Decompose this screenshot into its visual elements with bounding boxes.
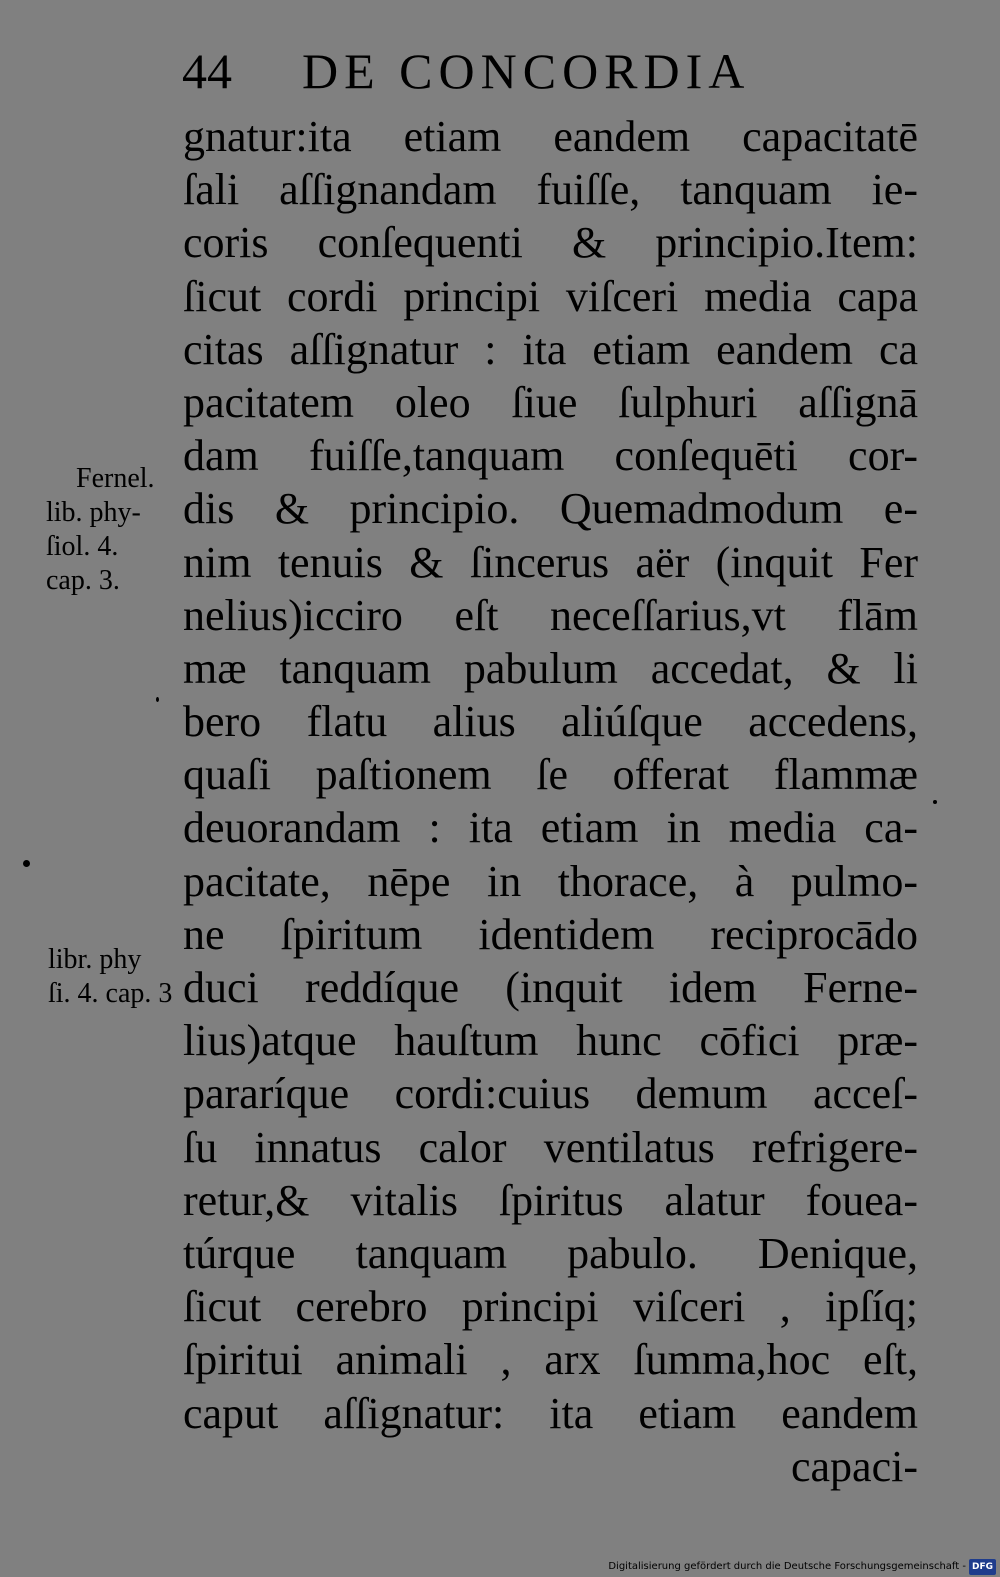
margin-note-line: ſiol. 4. bbox=[46, 531, 119, 562]
margin-note-line: cap. 3. bbox=[46, 565, 120, 596]
text-line: mæ tanquam pabulum accedat, & li bbox=[183, 643, 918, 693]
text-line: dis & principio. Quemadmodum e- bbox=[183, 484, 918, 534]
margin-note-line: ſi. 4. cap. 3 bbox=[48, 978, 173, 1009]
text-line: ſali aſſignandam fuiſſe, tanquam ie- bbox=[183, 165, 918, 215]
text-line: ſicut cerebro principi viſceri , ipſíq; bbox=[183, 1282, 918, 1332]
margin-note-line: lib. phy- bbox=[46, 497, 141, 528]
margin-note bbox=[48, 943, 172, 1011]
running-title: DE CONCORDIA bbox=[302, 43, 751, 99]
text-line: ſicut cordi principi viſceri media capa bbox=[183, 271, 918, 321]
page-number: 44 bbox=[182, 43, 232, 99]
text-line: ſu innatus calor ventilatus refrigere- bbox=[183, 1122, 918, 1172]
digitization-credit bbox=[608, 1559, 996, 1575]
text-line: deuorandam : ita etiam in media ca- bbox=[183, 803, 918, 853]
text-line: gnatur:ita etiam eandem capacitatē bbox=[183, 112, 918, 161]
text-line: bero flatu alius aliúſque accedens, bbox=[183, 697, 918, 747]
text-line: coris conſequenti & principio.Item: bbox=[183, 218, 918, 268]
text-line: ſpiritui animali , arx ſumma,hoc eſt, bbox=[183, 1335, 918, 1385]
body-text bbox=[183, 110, 918, 1493]
ink-speck bbox=[156, 697, 159, 702]
text-line: pararíque cordi:cuius demum acceſ- bbox=[183, 1069, 918, 1119]
dfg-logo: DFG bbox=[969, 1559, 996, 1575]
credit-text: Digitalisierung gefördert durch die Deutsche Forschungsgemeinschaft - bbox=[608, 1561, 966, 1572]
page-header bbox=[182, 40, 922, 102]
text-line: retur,& vitalis ſpiritus alatur fouea- bbox=[183, 1175, 918, 1225]
text-line: nelius)icciro eſt neceſſarius,vt flām bbox=[183, 590, 918, 640]
text-line: ne ſpiritum identidem reciprocādo bbox=[183, 909, 918, 959]
text-line: pacitate, nēpe in thorace, à pulmo- bbox=[183, 856, 918, 906]
text-line: caput aſſignatur: ita etiam eandem bbox=[183, 1388, 918, 1438]
text-line: dam fuiſſe,tanquam conſequēti cor- bbox=[183, 431, 918, 481]
catchword: capaci- bbox=[791, 1441, 918, 1491]
text-line: citas aſſignatur : ita etiam eandem ca bbox=[183, 324, 918, 374]
ink-speck bbox=[933, 800, 937, 804]
text-line: duci reddíque (inquit idem Ferne- bbox=[183, 963, 918, 1012]
margin-note-line: libr. phy bbox=[48, 944, 142, 975]
margin-note-line: Fernel. bbox=[76, 463, 155, 494]
margin-note bbox=[46, 462, 155, 598]
text-line: túrque tanquam pabulo. Denique, bbox=[183, 1228, 918, 1278]
text-line: pacitatem oleo ſiue ſulphuri aſſignā bbox=[183, 377, 918, 427]
text-line: lius)atque hauſtum hunc cōfici præ- bbox=[183, 1016, 918, 1066]
ink-speck bbox=[23, 860, 30, 867]
text-line: nim tenuis & ſincerus aër (inquit Fer bbox=[183, 537, 918, 587]
text-line: quaſi paſtionem ſe offerat flammæ bbox=[183, 750, 918, 800]
